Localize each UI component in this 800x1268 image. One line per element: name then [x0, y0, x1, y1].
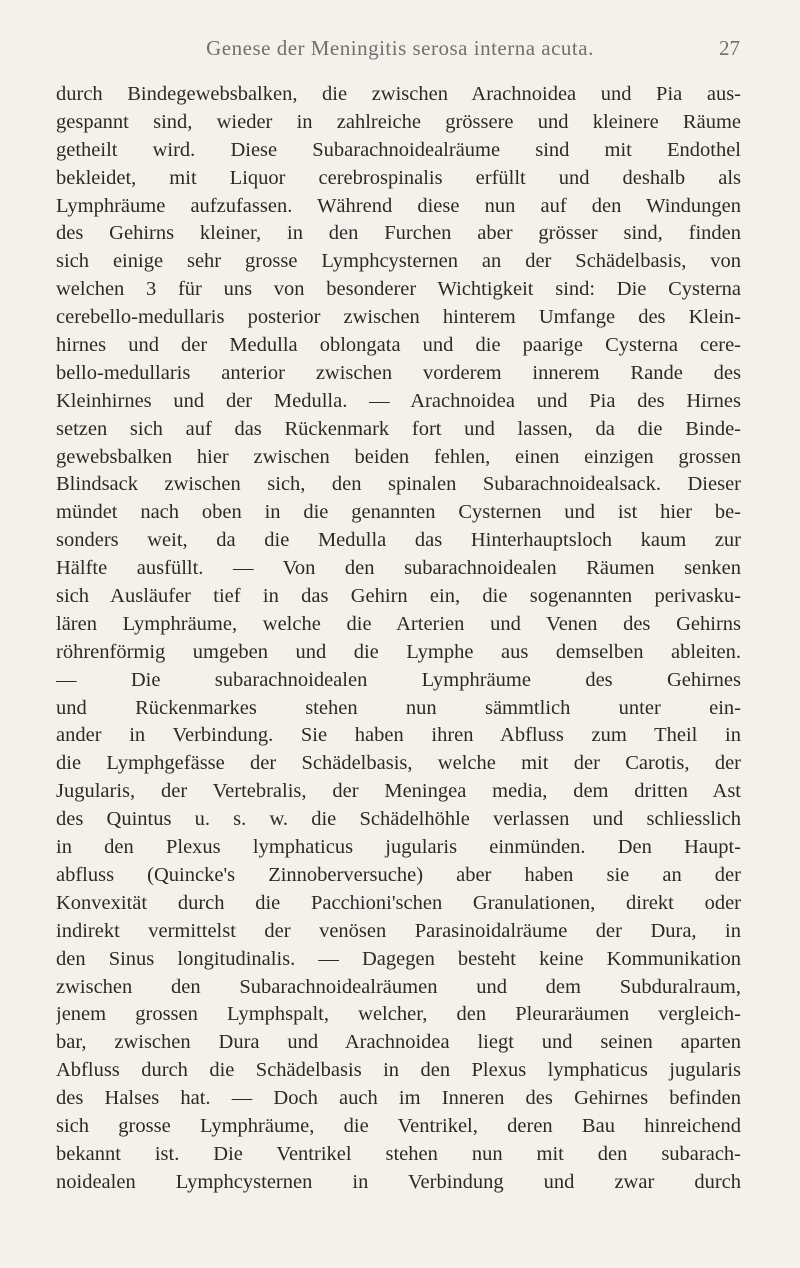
- text-line: lären Lymphräume, welche die Arterien und Venen des Gehirns: [56, 612, 741, 635]
- text-line: des Halses hat. — Doch auch im Inneren des Gehirnes befinden: [56, 1087, 741, 1110]
- text-line: noidealen Lymphcysternen in Verbindung und zwar durch: [56, 1170, 741, 1193]
- running-head-title: Genese der Meningitis serosa interna acuta.: [206, 36, 594, 60]
- text-line: welchen 3 für uns von besonderer Wichtigkeit sind: Die Cysterna: [56, 278, 741, 301]
- text-line: — Die subarachnoidealen Lymphräume des Gehirnes: [56, 668, 741, 691]
- text-line: Blindsack zwischen sich, den spinalen Subarachnoidealsack. Dieser: [56, 473, 741, 496]
- text-line: Lymphräume aufzufassen. Während diese nun auf den Windungen: [56, 194, 741, 217]
- text-line: sonders weit, da die Medulla das Hinterhauptsloch kaum zur: [56, 529, 741, 552]
- text-line: abfluss (Quincke's Zinnoberversuche) aber haben sie an der: [56, 863, 741, 886]
- text-line: indirekt vermittelst der venösen Parasinoidalräume der Dura, in: [56, 919, 741, 942]
- text-line: Kleinhirnes und der Medulla. — Arachnoidea und Pia des Hirnes: [56, 389, 741, 412]
- page-number: 27: [719, 36, 740, 60]
- text-line: getheilt wird. Diese Subarachnoidealräume sind mit Endothel: [56, 138, 741, 161]
- text-line: sich grosse Lymphräume, die Ventrikel, deren Bau hinreichend: [56, 1114, 741, 1137]
- text-line: und Rückenmarkes stehen nun sämmtlich unter ein-: [56, 696, 741, 719]
- text-line: bar, zwischen Dura und Arachnoidea liegt und seinen aparten: [56, 1031, 741, 1054]
- text-line: sich einige sehr grosse Lymphcysternen an der Schädelbasis, von: [56, 250, 741, 273]
- text-line: in den Plexus lymphaticus jugularis einmünden. Den Haupt-: [56, 836, 741, 859]
- text-line: des Quintus u. s. w. die Schädelhöhle verlassen und schliesslich: [56, 808, 741, 831]
- text-line: röhrenförmig umgeben und die Lymphe aus demselben ableiten.: [56, 640, 741, 663]
- text-line: gespannt sind, wieder in zahlreiche grössere und kleinere Räume: [56, 110, 741, 133]
- text-line: durch Bindegewebsbalken, die zwischen Arachnoidea und Pia aus-: [56, 83, 741, 105]
- text-line: Hälfte ausfüllt. — Von den subarachnoidealen Räumen senken: [56, 557, 741, 580]
- text-line: bello-medullaris anterior zwischen vorderem innerem Rande des: [56, 361, 741, 384]
- text-line: setzen sich auf das Rückenmark fort und lassen, da die Binde-: [56, 417, 741, 440]
- text-line: des Gehirns kleiner, in den Furchen aber grösser sind, finden: [56, 222, 741, 245]
- text-line: Abfluss durch die Schädelbasis in den Plexus lymphaticus jugularis: [56, 1059, 741, 1082]
- text-line: gewebsbalken hier zwischen beiden fehlen, einen einzigen grossen: [56, 445, 741, 468]
- text-line: Jugularis, der Vertebralis, der Meningea media, dem dritten Ast: [56, 780, 741, 803]
- text-line: bekannt ist. Die Ventrikel stehen nun mit den subarach-: [56, 1142, 741, 1165]
- text-line: mündet nach oben in die genannten Cysternen und ist hier be-: [56, 501, 741, 524]
- text-line: cerebello-medullaris posterior zwischen hinterem Umfange des Klein-: [56, 306, 741, 329]
- text-line: sich Ausläufer tief in das Gehirn ein, die sogenannten perivasku-: [56, 585, 741, 608]
- text-line: Konvexität durch die Pacchioni'schen Granulationen, direkt oder: [56, 891, 741, 914]
- text-line: ander in Verbindung. Sie haben ihren Abfluss zum Theil in: [56, 724, 741, 747]
- text-line: die Lymphgefässe der Schädelbasis, welche mit der Carotis, der: [56, 752, 741, 775]
- text-line: hirnes und der Medulla oblongata und die paarige Cysterna cere-: [56, 334, 741, 357]
- body-text: [56, 81, 741, 1197]
- running-head: [60, 36, 740, 66]
- text-line: bekleidet, mit Liquor cerebrospinalis erfüllt und deshalb als: [56, 166, 741, 189]
- text-line: jenem grossen Lymphspalt, welcher, den Pleuraräumen vergleich-: [56, 1003, 741, 1026]
- text-line: zwischen den Subarachnoidealräumen und dem Subduralraum,: [56, 975, 741, 998]
- text-line: den Sinus longitudinalis. — Dagegen besteht keine Kommunikation: [56, 947, 741, 970]
